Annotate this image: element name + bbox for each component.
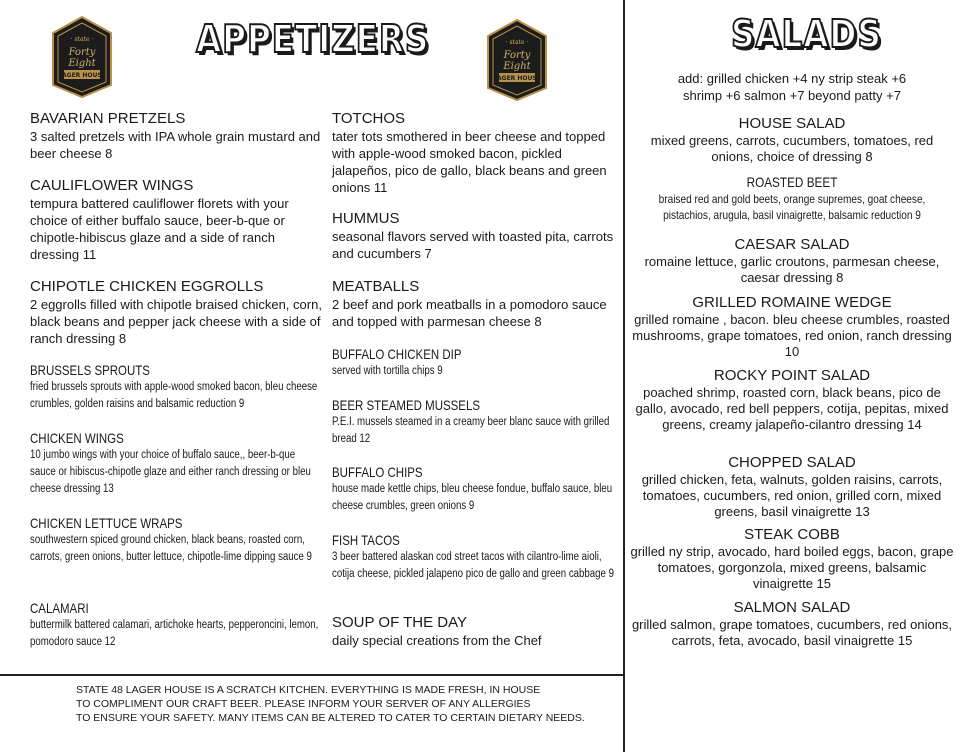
salad-name: GRILLED ROMAINE WEDGE xyxy=(692,294,892,311)
menu-item-description: 3 beer battered alaskan cod street tacos with cilantro-lime aioli, cotija cheese, pickled jalapeno pico de gallo and green cabbage 9 xyxy=(332,551,614,580)
menu-item-name: BUFFALO CHIPS xyxy=(332,464,423,480)
salad-name: ROCKY POINT SALAD xyxy=(713,367,871,384)
menu-item-description: fried brussels sprouts with apple-wood smoked bacon, bleu cheese crumbles, golden raisins and balsamic reduction 9 xyxy=(30,381,318,410)
kitchen-notice xyxy=(76,683,616,725)
menu-item xyxy=(332,397,618,448)
menu-item-name: CAULIFLOWER WINGS xyxy=(30,177,194,194)
menu-item xyxy=(30,177,322,263)
salad-item xyxy=(628,294,956,360)
salad-description: grilled salmon, grape tomatoes, cucumbers, red onions, carrots, feta, avocado, basil vinaigrette 15 xyxy=(631,617,953,648)
menu-item xyxy=(30,278,322,347)
menu-item-name: SOUP OF THE DAY xyxy=(332,614,468,631)
menu-item-description: seasonal flavors served with toasted pita, carrots and cucumbers 7 xyxy=(332,229,614,261)
salad-name: STEAK COBB xyxy=(744,526,840,543)
menu-item-name: MEATBALLS xyxy=(332,278,420,295)
kitchen-notice-line: TO COMPLIMENT OUR CRAFT BEER. PLEASE INFORM YOUR SERVER OF ANY ALLERGIES xyxy=(76,698,531,710)
menu-item-name: BUFFALO CHICKEN DIP xyxy=(332,346,462,362)
menu-item-name: BRUSSELS SPROUTS xyxy=(30,362,150,378)
svg-text:Eight: Eight xyxy=(68,58,96,69)
svg-text:LAGER HOUSE: LAGER HOUSE xyxy=(58,72,106,79)
salad-name: HOUSE SALAD xyxy=(738,115,846,132)
menu-item-name: TOTCHOS xyxy=(332,110,406,127)
column-divider-vertical xyxy=(623,0,625,752)
salad-description: braised red and gold beets, orange supremes, goat cheese, pistachios, arugula, basil vinaigrette, balsamic reduction 9 xyxy=(658,192,926,222)
menu-item-description: daily special creations from the Chef xyxy=(332,633,542,648)
salad-item xyxy=(628,599,956,649)
menu-item xyxy=(332,532,618,583)
menu-item-name: CALAMARI xyxy=(30,600,89,616)
salad-item xyxy=(628,115,956,165)
salad-item xyxy=(628,367,956,433)
menu-item xyxy=(30,110,322,162)
menu-item-description: 3 salted pretzels with IPA whole grain mustard and beer cheese 8 xyxy=(30,129,321,161)
salad-add-ons-line: shrimp +6 salmon +7 beyond patty +7 xyxy=(683,88,901,103)
salad-item xyxy=(628,173,956,223)
menu-item-name: CHICKEN LETTUCE WRAPS xyxy=(30,515,183,531)
menu-item xyxy=(332,278,618,330)
salad-description: grilled romaine , bacon. bleu cheese crumbles, roasted mushrooms, grape tomatoes, red onion, ranch dressing 10 xyxy=(632,312,952,359)
menu-item xyxy=(30,600,322,651)
salad-description: romaine lettuce, garlic croutons, parmesan cheese, caesar dressing 8 xyxy=(644,254,940,285)
svg-text:Eight: Eight xyxy=(503,61,531,72)
menu-item-name: CHICKEN WINGS xyxy=(30,430,124,446)
menu-item-description: tempura battered cauliflower florets with your choice of either buffalo sauce, beer-b-que or chipotle-hibiscus glaze and a side of ranch dressing 11 xyxy=(30,196,289,262)
menu-item xyxy=(332,614,618,649)
svg-text:Forty: Forty xyxy=(68,47,96,58)
kitchen-notice-line: TO ENSURE YOUR SAFETY. MANY ITEMS CAN BE ALTERED TO CATER TO CERTAIN DIETARY NEEDS. xyxy=(76,712,585,724)
menu-item xyxy=(332,110,618,196)
lager-house-logo xyxy=(482,18,552,102)
salad-description: mixed greens, carrots, cucumbers, tomatoes, red onions, choice of dressing 8 xyxy=(650,133,934,164)
svg-text:Forty: Forty xyxy=(503,50,531,61)
menu-item xyxy=(332,464,618,515)
kitchen-notice-line: STATE 48 LAGER HOUSE IS A SCRATCH KITCHEN. EVERYTHING IS MADE FRESH, IN HOUSE xyxy=(76,684,541,696)
menu-item-description: buttermilk battered calamari, artichoke hearts, pepperoncini, lemon, pomodoro sauce 12 xyxy=(30,619,319,648)
menu-item-description: served with tortilla chips 9 xyxy=(332,365,443,377)
salad-name: SALMON SALAD xyxy=(733,599,851,616)
menu-item xyxy=(30,362,322,413)
salad-item xyxy=(628,454,956,520)
menu-item-name: BAVARIAN PRETZELS xyxy=(30,110,186,127)
menu-item xyxy=(332,210,618,262)
salad-add-ons xyxy=(628,70,956,104)
salad-item xyxy=(628,236,956,286)
salad-description: poached shrimp, roasted corn, black beans, pico de gallo, avocado, red bell peppers, cotija, pepitas, mixed greens, creamy jalapeño-cilantro dressing 14 xyxy=(635,385,949,432)
menu-item-description: southwestern spiced ground chicken, black beans, roasted corn, carrots, green onions, butter lettuce, chipotle-lime dipping sauce 9 xyxy=(30,534,312,563)
menu-item-description: 10 jumbo wings with your choice of buffalo sauce,, beer-b-que sauce or hibiscus-chipotle glaze and either ranch dressing or bleu cheese dressing 13 xyxy=(30,449,311,495)
salad-description: grilled ny strip, avocado, hard boiled eggs, bacon, grape tomatoes, gorgonzola, mixed greens, balsamic vinaigrette 15 xyxy=(630,544,954,591)
footer-divider xyxy=(0,674,623,676)
menu-item-name: BEER STEAMED MUSSELS xyxy=(332,397,481,413)
svg-text:LAGER HOUSE: LAGER HOUSE xyxy=(493,75,541,82)
menu-item-description: P.E.I. mussels steamed in a creamy beer blanc sauce with grilled bread 12 xyxy=(332,416,610,445)
menu-item-description: tater tots smothered in beer cheese and topped with apple-wood smoked bacon, pickled jalapeños, pico de gallo, black beans and green onions 11 xyxy=(332,129,607,195)
svg-text:· state ·: · state · xyxy=(505,39,529,46)
lager-house-logo xyxy=(47,15,117,99)
salad-add-ons-line: add: grilled chicken +4 ny strip steak +6 xyxy=(677,71,907,86)
menu-item-name: HUMMUS xyxy=(332,210,400,227)
menu-item xyxy=(332,346,618,380)
salad-name: ROASTED BEET xyxy=(746,174,838,190)
menu-item-name: CHIPOTLE CHICKEN EGGROLLS xyxy=(30,278,264,295)
menu-item-name: FISH TACOS xyxy=(332,532,400,548)
menu-item xyxy=(30,430,322,498)
menu-item xyxy=(30,515,322,566)
salad-name: CAESAR SALAD xyxy=(734,236,850,253)
appetizers-heading: APPETIZERS xyxy=(196,17,430,61)
salad-item xyxy=(628,526,956,592)
svg-text:· state ·: · state · xyxy=(70,36,94,43)
menu-item-description: house made kettle chips, bleu cheese fondue, buffalo sauce, bleu cheese crumbles, green onions 9 xyxy=(332,483,613,512)
salad-name: CHOPPED SALAD xyxy=(728,454,856,471)
salad-description: grilled chicken, feta, walnuts, golden raisins, carrots, tomatoes, cucumbers, red onion, grilled corn, mixed greens, basil vinaigrette 13 xyxy=(641,472,943,519)
salads-heading: SALADS xyxy=(731,12,882,56)
menu-item-description: 2 beef and pork meatballs in a pomodoro sauce and topped with parmesan cheese 8 xyxy=(332,297,607,329)
menu-item-description: 2 eggrolls filled with chipotle braised chicken, corn, black beans and pepper jack cheese with a side of ranch dressing 8 xyxy=(30,297,322,346)
